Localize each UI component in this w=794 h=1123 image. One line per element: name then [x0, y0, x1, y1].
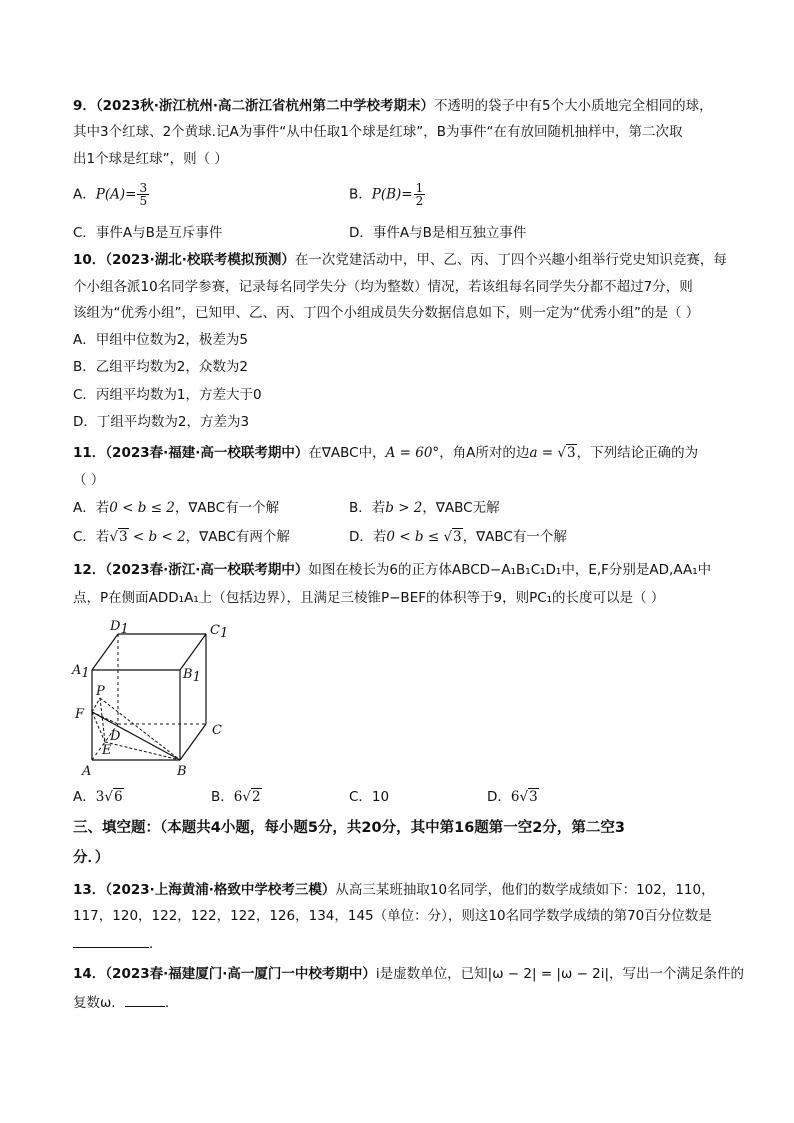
q10-option-d: D．丁组平均数为2，方差为3 — [73, 414, 250, 430]
option-label: A． — [73, 789, 96, 805]
q11-option-c — [73, 527, 290, 547]
q12-number: 12． — [73, 562, 106, 578]
q12-line-2: 点，P在侧面ADD₁A₁上（包括边界），且满足三棱锥P−BEF的体积等于9，则PC₁的长度可以是（ ） — [73, 590, 665, 606]
q10-line-1 — [73, 250, 733, 270]
sqrt: √3 — [109, 529, 128, 545]
q14-number: 14． — [73, 966, 106, 982]
fraction-denominator: 2 — [415, 194, 424, 208]
q13-line-3 — [73, 933, 733, 954]
option-label: B． — [211, 789, 234, 805]
q11-line-2: （ ） — [73, 472, 105, 488]
q11-side: a = — [529, 445, 558, 461]
option-math: 0 < b ≤ 2 — [109, 500, 175, 516]
option-text: ，∇ABC无解 — [422, 500, 500, 516]
sqrt-radicand: 3 — [119, 529, 128, 545]
answer-blank[interactable] — [125, 992, 165, 1007]
q12-source: （2023春·浙江·高一校联考期中） — [105, 562, 309, 578]
segment-fp — [92, 698, 100, 712]
label-f: F — [75, 707, 85, 722]
q11-number: 11． — [73, 445, 106, 461]
option-label: B． — [349, 186, 372, 203]
fraction-numerator: 3 — [139, 181, 148, 195]
sqrt-radicand: 6 — [113, 789, 123, 805]
option-label: B．若 — [349, 500, 386, 516]
edge — [92, 634, 118, 670]
option-text: ，∇ABC有两个解 — [185, 529, 290, 545]
q12-option-a — [73, 787, 124, 807]
option-text: ，∇ABC有一个解 — [462, 529, 567, 545]
q9-option-a — [73, 182, 150, 207]
q10-option-c: C．丙组平均数为1，方差大于0 — [73, 387, 262, 403]
answer-blank[interactable] — [73, 933, 149, 948]
q10-line-2: 个小组各派10名同学参赛，记录每名同学失分（均为整数）情况，若该组每名同学失分都不超过7分，则 — [73, 279, 693, 295]
sqrt-coefficient: 6 — [510, 789, 520, 805]
q10-text: 在一次党建活动中，甲、乙、丙、丁四个兴趣小组举行党史知识竞赛，每 — [294, 252, 727, 268]
sqrt-radicand: 3 — [453, 529, 462, 545]
sqrt-radicand: 3 — [529, 789, 538, 805]
q11-text: 在∇ABC中， — [308, 445, 386, 461]
q9-line-3: 出1个球是红球”，则（ ） — [73, 151, 228, 167]
q13-line-1 — [73, 880, 733, 900]
q14-source: （2023春·福建厦门·高一厦门一中校考期中） — [105, 966, 376, 982]
option-label: C．若 — [73, 529, 110, 545]
option-label: A．若 — [73, 500, 110, 516]
sqrt-radicand: 3 — [567, 445, 576, 461]
fraction-numerator: 1 — [415, 181, 424, 195]
label-c: C — [212, 723, 222, 738]
edge — [180, 634, 206, 670]
option-label: D．若 — [349, 529, 387, 545]
q13-end: . — [149, 936, 154, 952]
section-3-heading: 三、填空题：（本题共4小题，每小题5分，共20分，其中第16题第一空2分，第二空3 — [73, 820, 625, 836]
q11-option-b — [349, 498, 500, 518]
q10-number: 10． — [73, 252, 106, 268]
q11-option-a — [73, 498, 279, 518]
option-math: P(B)= — [371, 186, 413, 203]
label-d: D — [110, 729, 121, 744]
label-d1: D1 — [110, 619, 129, 637]
q12-option-b — [211, 787, 262, 807]
q11-option-d — [349, 527, 567, 547]
q9-line-2: 其中3个红球、2个黄球.记A为事件“从中任取1个球是红球”，B为事件“在有放回随机抽样中，第二次取 — [73, 124, 683, 140]
q14-end: . — [164, 995, 170, 1011]
q14-line-1 — [73, 964, 745, 984]
sqrt: 3√6 — [95, 789, 123, 805]
sqrt: √3 — [443, 529, 462, 545]
option-math: b > 2 — [385, 500, 423, 516]
q11-text: ，角A所对的边 — [439, 445, 530, 461]
label-a: A — [82, 764, 92, 779]
q10-line-3: 该组为“优秀小组”，已知甲、乙、丙、丁四个小组成员失分数据信息如下，则一定为“优秀小组”的是（ ） — [73, 305, 700, 321]
option-math: 0 < b ≤ — [386, 529, 444, 545]
sqrt: √3 — [557, 445, 576, 461]
q12-option-c: C．10 — [349, 789, 390, 805]
option-label: D． — [487, 789, 511, 805]
q13-number: 13． — [73, 882, 106, 898]
q11-angle: A = 60° — [385, 445, 440, 461]
sqrt: 6√2 — [233, 789, 261, 805]
q11-line-1 — [73, 443, 733, 463]
q9-source: （2023秋·浙江杭州·高二浙江省杭州第二中学校考期末） — [95, 98, 434, 114]
edge — [180, 724, 206, 760]
q14-line-2 — [73, 992, 733, 1013]
sqrt-coefficient: 6 — [233, 789, 243, 805]
q13-text: 从高三某班抽取10名同学，他们的数学成绩如下：102，110， — [335, 882, 715, 898]
label-a1: A1 — [72, 663, 90, 681]
label-b1: B1 — [183, 667, 201, 685]
q9-number: 9． — [73, 98, 96, 114]
q13-source: （2023·上海黄浦·格致中学校考三模） — [105, 882, 336, 898]
fraction — [414, 182, 426, 207]
label-b: B — [177, 764, 187, 779]
label-c1: C1 — [210, 623, 229, 641]
q9-option-b — [349, 182, 426, 207]
sqrt-radicand: 2 — [251, 789, 261, 805]
option-math: < b < 2 — [128, 529, 186, 545]
q9-text: 不透明的袋子中有5个大小质地完全相同的球， — [434, 98, 713, 114]
q14-text: i是虚数单位，已知|ω − 2| = |ω − 2i|，写出一个满足条件的 — [375, 966, 745, 982]
section-3-heading-cont: 分．） — [73, 850, 110, 866]
label-e: E — [102, 743, 112, 758]
q9-option-c: C．事件A与B是互斥事件 — [73, 225, 223, 241]
q12-line-1 — [73, 560, 733, 580]
sqrt-coefficient: 3 — [95, 789, 105, 805]
q9-option-d: D．事件A与B是相互独立事件 — [349, 225, 527, 241]
q10-source: （2023·湖北·校联考模拟预测） — [105, 252, 295, 268]
q10-option-b: B．乙组平均数为2，众数为2 — [73, 359, 248, 375]
q10-option-a: A．甲组中位数为2，极差为5 — [73, 332, 248, 348]
fraction — [137, 182, 149, 207]
q11-text: ，下列结论正确的为 — [576, 445, 699, 461]
q9-line-1 — [73, 96, 733, 116]
option-math: P(A)= — [95, 186, 137, 203]
q12-text: 如图在棱长为6的正方体ABCD−A₁B₁C₁D₁中，E,F分别是AD,AA₁中 — [308, 562, 712, 578]
q13-line-2: 117，120，122，122，122，126，134，145（单位：分），则这10名同学数学成绩的第70百分位数是 — [73, 908, 712, 924]
cube-figure — [70, 612, 240, 782]
option-label: A． — [73, 186, 96, 203]
sqrt: 6√3 — [510, 789, 538, 805]
q11-source: （2023春·福建·高一校联考期中） — [105, 445, 309, 461]
label-p: P — [96, 684, 105, 699]
q12-option-d — [487, 787, 539, 807]
fraction-denominator: 5 — [139, 194, 148, 208]
option-text: ，∇ABC有一个解 — [174, 500, 280, 516]
segment-fe — [92, 712, 105, 742]
q14-text: 复数ω． — [73, 995, 125, 1011]
